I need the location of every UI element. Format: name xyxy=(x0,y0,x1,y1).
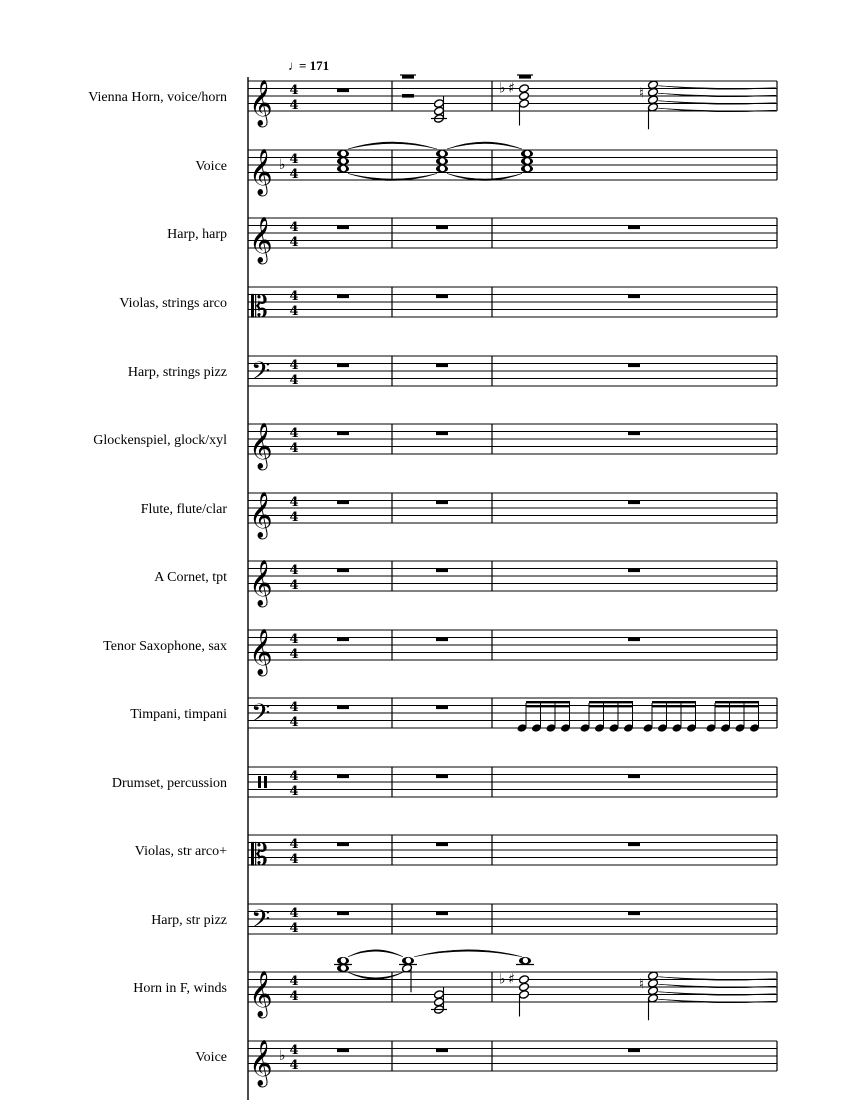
whole-rest xyxy=(337,706,349,710)
instrument-name: Harp, strings pizz xyxy=(127,365,227,380)
time-signature-denominator: 4 xyxy=(289,98,299,113)
time-signature-denominator: 4 xyxy=(289,1058,299,1073)
tie xyxy=(348,142,437,149)
tempo-value: = 171 xyxy=(299,58,330,73)
whole-rest xyxy=(628,638,640,642)
whole-rest xyxy=(436,226,448,230)
time-signature-numerator: 4 xyxy=(289,632,299,647)
staff-harp-3 xyxy=(151,904,777,940)
time-signature-denominator: 4 xyxy=(289,715,299,730)
staff-timpani xyxy=(130,698,777,734)
tie xyxy=(414,950,522,957)
time-signature-denominator: 4 xyxy=(289,235,299,250)
whole-rest xyxy=(436,501,448,505)
time-signature-numerator: 4 xyxy=(289,906,299,921)
instrument-name: Drumset, percussion xyxy=(111,776,227,791)
half-note-head xyxy=(434,99,445,109)
whole-rest xyxy=(436,843,448,847)
beam xyxy=(589,701,633,703)
staff-flute xyxy=(141,492,777,540)
whole-rest xyxy=(628,843,640,847)
whole-rest xyxy=(628,364,640,368)
percussion-clef xyxy=(264,776,267,788)
time-signature-denominator: 4 xyxy=(289,441,299,456)
treble-clef: 𝄞 xyxy=(249,1040,273,1086)
instrument-name: Voice xyxy=(195,1050,227,1065)
treble-clef: 𝄞 xyxy=(249,629,273,675)
beam xyxy=(589,705,633,707)
time-signature-denominator: 4 xyxy=(289,578,299,593)
time-signature-denominator: 4 xyxy=(289,304,299,319)
time-signature-numerator: 4 xyxy=(289,426,299,441)
time-signature-denominator: 4 xyxy=(289,921,299,936)
time-signature-denominator: 4 xyxy=(289,989,299,1004)
beam xyxy=(715,701,759,703)
time-signature-numerator: 4 xyxy=(289,495,299,510)
instrument-name: A Cornet, tpt xyxy=(154,570,227,585)
tie xyxy=(348,972,403,979)
accidental-sharp: ♯ xyxy=(508,971,515,988)
whole-rest xyxy=(436,912,448,916)
staff-horn-f xyxy=(133,950,777,1021)
key-signature-flat: ♭ xyxy=(279,157,286,173)
treble-clef: 𝄞 xyxy=(249,560,273,606)
beam xyxy=(526,701,570,703)
whole-rest xyxy=(628,912,640,916)
whole-rest xyxy=(628,569,640,573)
whole-rest xyxy=(436,638,448,642)
beam xyxy=(652,705,696,707)
whole-rest xyxy=(628,1049,640,1053)
staff-drumset xyxy=(112,767,777,799)
half-note-head xyxy=(519,84,530,94)
whole-rest xyxy=(337,89,349,93)
slur-spacer xyxy=(337,972,349,974)
bass-clef: 𝄢 xyxy=(251,357,271,392)
instrument-name: Timpani, timpani xyxy=(130,707,227,722)
treble-clef: 𝄞 xyxy=(249,971,273,1017)
staff-violas-2 xyxy=(135,835,777,873)
treble-clef: 𝄞 xyxy=(249,149,273,195)
whole-rest xyxy=(628,295,640,299)
accidental-flat: ♭ xyxy=(499,80,506,97)
staff-glockenspiel xyxy=(93,423,777,471)
whole-rest xyxy=(337,295,349,299)
tie xyxy=(447,142,522,149)
whole-rest xyxy=(436,1049,448,1053)
half-note-head xyxy=(434,990,445,1000)
time-signature-numerator: 4 xyxy=(289,769,299,784)
whole-rest xyxy=(337,501,349,505)
instrument-name: Tenor Saxophone, sax xyxy=(103,639,227,654)
staff-tenor-sax xyxy=(103,629,777,677)
half-rest xyxy=(402,94,414,98)
whole-rest xyxy=(628,501,640,505)
beam xyxy=(652,701,696,703)
time-signature-numerator: 4 xyxy=(289,220,299,235)
half-note-head xyxy=(519,975,530,985)
tie xyxy=(447,174,522,181)
staff-voice-1 xyxy=(195,142,777,197)
whole-rest xyxy=(337,912,349,916)
staff-violas-1 xyxy=(119,287,777,325)
time-signature-numerator: 4 xyxy=(289,358,299,373)
whole-rest xyxy=(337,638,349,642)
key-signature-flat: ♭ xyxy=(279,1048,286,1064)
time-signature-denominator: 4 xyxy=(289,510,299,525)
time-signature-numerator: 4 xyxy=(289,83,299,98)
whole-rest xyxy=(337,775,349,779)
whole-rest xyxy=(337,432,349,436)
time-signature-denominator: 4 xyxy=(289,852,299,867)
time-signature-denominator: 4 xyxy=(289,167,299,182)
whole-rest xyxy=(337,1049,349,1053)
bass-clef: 𝄢 xyxy=(251,905,271,940)
staff-voice-2 xyxy=(195,1040,777,1088)
accidental-flat: ♭ xyxy=(499,971,506,988)
whole-rest xyxy=(337,226,349,230)
instrument-name: Harp, str pizz xyxy=(151,913,227,928)
beam xyxy=(526,705,570,707)
tempo-marking xyxy=(288,58,329,73)
staff-vienna-horn xyxy=(88,75,777,129)
whole-rest xyxy=(436,432,448,436)
instrument-name: Violas, strings arco xyxy=(119,296,227,311)
treble-clef: 𝄞 xyxy=(249,80,273,126)
time-signature-denominator: 4 xyxy=(289,647,299,662)
alto-clef: 𝄡 xyxy=(251,838,268,873)
whole-rest xyxy=(628,775,640,779)
tie xyxy=(348,950,403,957)
whole-rest xyxy=(337,569,349,573)
time-signature-numerator: 4 xyxy=(289,1043,299,1058)
accidental-natural: ♮ xyxy=(639,976,645,993)
time-signature-numerator: 4 xyxy=(289,974,299,989)
instrument-name: Violas, str arco+ xyxy=(134,844,227,859)
instrument-name: Glockenspiel, glock/xyl xyxy=(93,433,227,448)
time-signature-numerator: 4 xyxy=(289,152,299,167)
time-signature-numerator: 4 xyxy=(289,289,299,304)
beam xyxy=(715,705,759,707)
whole-rest xyxy=(436,775,448,779)
instrument-name: Flute, flute/clar xyxy=(140,502,227,517)
treble-clef: 𝄞 xyxy=(249,492,273,538)
whole-rest xyxy=(436,295,448,299)
accidental-natural: ♮ xyxy=(639,85,645,102)
accidental-sharp: ♯ xyxy=(508,80,515,97)
whole-rest xyxy=(436,364,448,368)
time-signature-numerator: 4 xyxy=(289,700,299,715)
staff-harp-1 xyxy=(167,217,777,265)
time-signature-denominator: 4 xyxy=(289,373,299,388)
tempo-note-symbol: ♩ xyxy=(288,58,301,73)
time-signature-numerator: 4 xyxy=(289,837,299,852)
instrument-name: Horn in F, winds xyxy=(133,981,227,996)
whole-rest xyxy=(628,226,640,230)
bass-clef: 𝄢 xyxy=(251,699,271,734)
whole-rest xyxy=(337,364,349,368)
alto-clef: 𝄡 xyxy=(251,290,268,325)
staff-harp-2 xyxy=(128,356,777,392)
time-signature-numerator: 4 xyxy=(289,563,299,578)
treble-clef: 𝄞 xyxy=(249,217,273,263)
percussion-clef xyxy=(258,776,261,788)
whole-rest xyxy=(628,432,640,436)
instrument-name: Harp, harp xyxy=(167,227,227,242)
instrument-name: Vienna Horn, voice/horn xyxy=(88,90,227,105)
whole-rest xyxy=(436,706,448,710)
instrument-name: Voice xyxy=(195,159,227,174)
time-signature-denominator: 4 xyxy=(289,784,299,799)
staves xyxy=(88,75,777,1100)
whole-rest xyxy=(337,843,349,847)
treble-clef: 𝄞 xyxy=(249,423,273,469)
whole-rest xyxy=(436,569,448,573)
